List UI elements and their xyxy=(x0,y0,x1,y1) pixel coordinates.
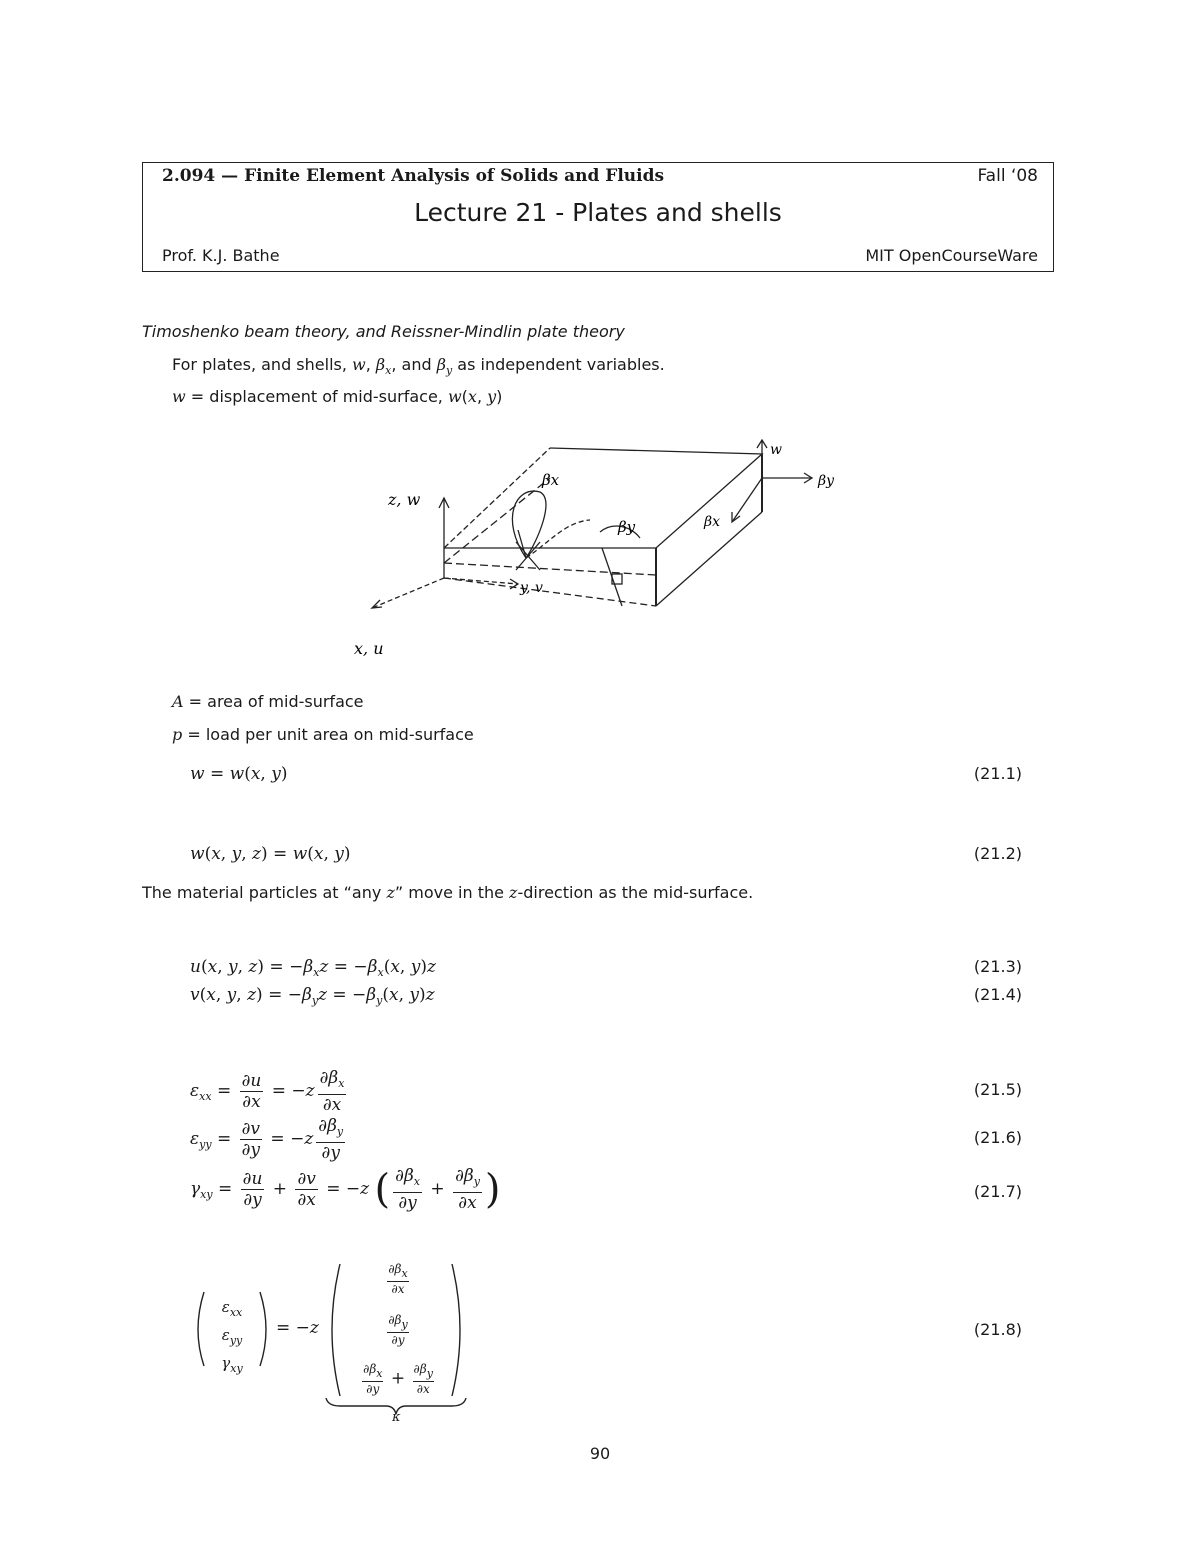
label-beta-y: βy xyxy=(618,518,636,536)
label-beta-y-corner: βy xyxy=(818,473,835,489)
eq-number-21-2: (21.2) xyxy=(973,844,1022,863)
kappa-label: κ xyxy=(392,1410,401,1425)
intro-line-2: w = displacement of mid-surface, w(x, y) xyxy=(172,387,503,406)
eq-number-21-8: (21.8) xyxy=(973,1320,1022,1339)
eq-number-21-3: (21.3) xyxy=(973,957,1022,976)
lecture-title: Lecture 21 - Plates and shells xyxy=(414,198,782,227)
eq-number-21-4: (21.4) xyxy=(973,985,1022,1004)
intro-line-1-post: as independent variables. xyxy=(452,355,665,374)
minus-z-factor: = −z xyxy=(276,1318,319,1338)
statement-post: -direction as the mid-surface. xyxy=(517,883,754,902)
label-beta-x: βx xyxy=(542,471,560,489)
intro-line-1: For plates, and shells, w, $\beta_x$, and $\beta_y$ as independent variables. xyxy=(172,355,665,377)
def-area-var: A xyxy=(172,692,184,711)
source-label: MIT OpenCourseWare xyxy=(865,246,1038,265)
def-load xyxy=(172,725,474,744)
equation-21-4: v(x, y, $z) = -\beta_yz = -\beta_y(x$, y)z xyxy=(190,985,435,1007)
section-title: Timoshenko beam theory, and Reissner-Mindlin plate theory xyxy=(142,322,625,341)
equation-21-2: w(x, y, z) = w(x, y) xyxy=(190,844,351,864)
def-area-text: = area of mid-surface xyxy=(183,692,364,711)
statement-mid: ” move in the xyxy=(394,883,510,902)
professor-name: Prof. K.J. Bathe xyxy=(162,246,280,265)
curvature-row-2: $\frac{\partial\beta_y}{\partial y}$ xyxy=(388,1313,408,1347)
page-number: 90 xyxy=(589,1444,611,1463)
course-title: 2.094 — Finite Element Analysis of Solids and Fluids xyxy=(162,166,665,186)
term-label: Fall ‘08 xyxy=(977,166,1038,186)
label-beta-x-corner: βx xyxy=(704,514,720,530)
equation-21-1: w = w(x, y) xyxy=(190,764,288,784)
def-load-text: = load per unit area on mid-surface xyxy=(182,725,474,744)
label-w-corner: w xyxy=(770,442,782,458)
eq-number-21-6: (21.6) xyxy=(973,1128,1022,1147)
curvature-row-1: $\frac{\partial\beta_x}{\partial x}$ xyxy=(388,1262,408,1296)
equation-21-3: u(x, y, $z) = -\beta_xz = -\beta_x(x$, y)z xyxy=(190,957,436,979)
equation-21-5: $\varepsilon_{xx}$ = $\frac{\partial u}{\partial x}$ = −z $\frac{\partial\beta_x}{\partial x}$ xyxy=(190,1068,345,1115)
equation-21-6: $\varepsilon_{yy}$ = $\frac{\partial v}{\partial y}$ = −z $\frac{\partial\beta_y}{\partial y}$ xyxy=(190,1116,344,1163)
intro-line-1-pre: For plates, and shells, xyxy=(172,355,353,374)
eq-number-21-1: (21.1) xyxy=(973,764,1022,783)
eq-number-21-5: (21.5) xyxy=(973,1080,1022,1099)
strain-vector: $\varepsilon_{xx}$ $\varepsilon_{yy}$ $\gamma_{xy}$ xyxy=(221,1298,243,1375)
label-z-w: z, w xyxy=(388,490,421,509)
intro-line-2-var: w xyxy=(172,387,186,406)
label-x-u: x, u xyxy=(354,639,384,658)
plate-bottom-front xyxy=(444,578,656,606)
x-axis xyxy=(372,578,444,608)
plate-figure xyxy=(350,430,870,670)
plate-top-face xyxy=(444,448,762,548)
eq-number-21-7: (21.7) xyxy=(973,1182,1022,1201)
def-area xyxy=(172,692,364,711)
def-load-var: p xyxy=(172,725,183,744)
curvature-row-3: $\frac{\partial\beta_x}{\partial y}$ + $\frac{\partial\beta_y}{\partial x}$ xyxy=(363,1362,433,1396)
intro-line-2-text: = displacement of mid-surface, xyxy=(185,387,448,406)
equation-21-7: $\gamma_{xy}$ = $\frac{\partial u}{\partial y}$ + $\frac{\partial v}{\partial x}$ = −z ( $\frac{\partial\beta_x}{\partial y}$ + $\frac{\partial\beta_y}{\partial x}$ ) xyxy=(190,1166,501,1213)
label-y-v: y, v xyxy=(520,580,543,596)
particles-statement: The material particles at “any z” move in the z-direction as the mid-surface. xyxy=(142,883,754,902)
statement-pre: The material particles at “any xyxy=(142,883,387,902)
